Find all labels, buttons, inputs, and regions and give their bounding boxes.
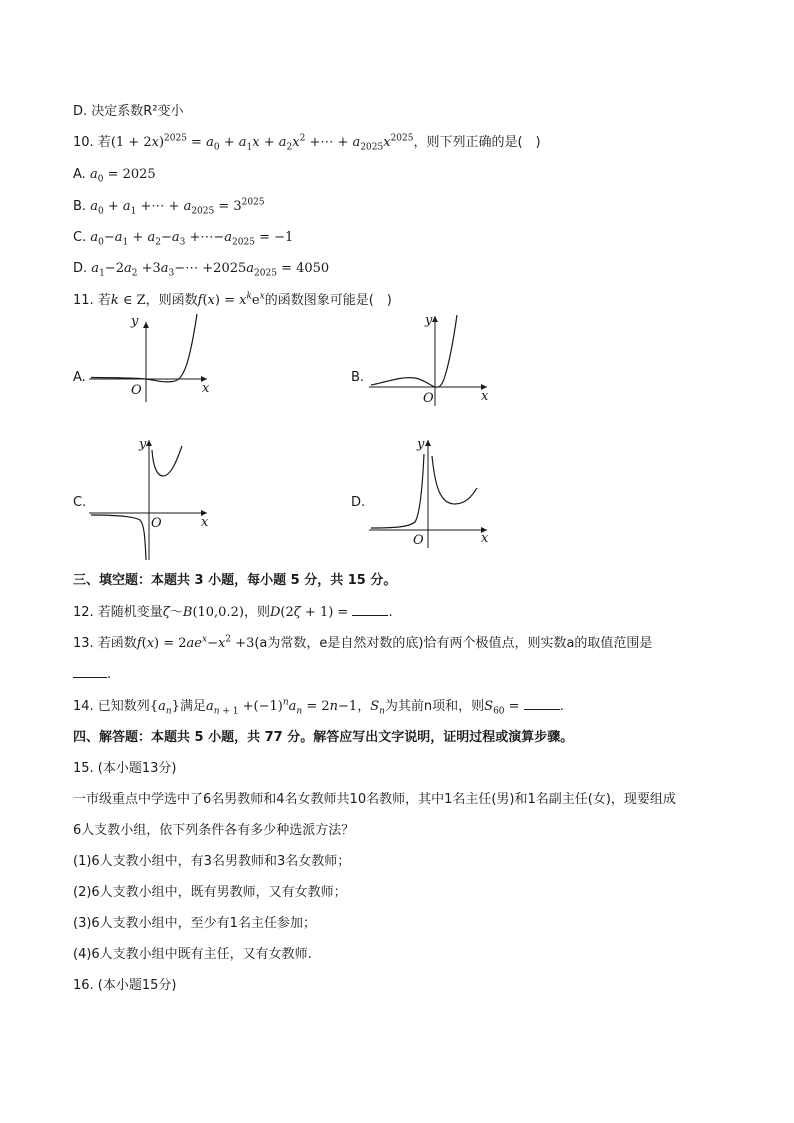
- q10-option-d: D. $a_1-2a_2$ $+3a_3-\cdots +2025a_{2025} = 4050$: [73, 261, 330, 279]
- origin-label: O: [131, 383, 142, 398]
- q13-stem: 13. 若函数$f(x) = 2ae^x-x^2 +3(a$为常数，e是自然对数的底)恰有两个极值点，则实数a的取值范围是: [73, 634, 653, 651]
- q11-label-c: C.: [73, 495, 87, 510]
- q10-stem: 10. 若$(1 + 2x)^{2025} = a_0 + a_1x + a_2x^2$ +⋯ + $a_{2025}x^{2025}$，则下列正确的是( ): [73, 133, 541, 153]
- x-label: x: [202, 381, 210, 396]
- answer-blank[interactable]: [73, 665, 107, 678]
- answer-blank[interactable]: [524, 697, 560, 710]
- section-3-heading: 三、填空题：本题共 3 小题，每小题 5 分，共 15 分。: [73, 573, 397, 588]
- origin-label: O: [413, 533, 424, 548]
- y-label: y: [417, 437, 425, 452]
- origin-label: O: [151, 516, 162, 531]
- q10-option-c: C. $a_0-a_1 + a_2-a_3$ $+\cdots-a_{2025} = -1$: [73, 230, 294, 248]
- q13-blank-line: .: [73, 665, 111, 684]
- q10-formula: $(1 + 2x)^{2025} = a_0 + a_1x + a_2x^2$ +⋯ + $a_{2025}x^{2025}$: [110, 133, 414, 153]
- q11-graph-a: [85, 312, 220, 404]
- curve: [91, 314, 197, 382]
- q16-header: 16. (本小题15分): [73, 978, 177, 993]
- q10-option-b: B. $a_0 + a_1$ +⋯ + $a_{2025} = 3^{2025}$: [73, 197, 265, 217]
- q15-part4: (4)6人支教小组中既有主任，又有女教师.: [73, 947, 312, 962]
- curve: [371, 315, 457, 387]
- q11-label-b: B.: [351, 370, 365, 385]
- q14-stem: 14. 已知数列$\{a_n\}$满足$a_{n + 1} +(-1)^na_n = 2n-1$，$S_n$为其前n项和，则$S_{60}$ = .: [73, 697, 564, 717]
- q15-part2: (2)6人支教小组中，既有男教师，又有女教师；: [73, 885, 347, 900]
- q15-part1: (1)6人支教小组中，有3名男教师和3名女教师；: [73, 854, 351, 869]
- q11-graph-b: [365, 312, 500, 408]
- q11-graph-c: [85, 436, 220, 566]
- q12-stem: 12. 若随机变量ζ～B(10,0.2)，则D(2ζ + 1) = .: [73, 605, 393, 620]
- q10-option-a: A. $a_0 = 2025$: [73, 167, 156, 185]
- origin-label: O: [423, 391, 434, 406]
- curve-right: [152, 446, 182, 476]
- y-label: y: [425, 313, 433, 328]
- y-label: y: [139, 437, 147, 452]
- curve-right: [432, 456, 477, 504]
- q9-option-d: D. 决定系数R²变小: [73, 104, 184, 119]
- q15-part3: (3)6人支教小组中，至少有1名主任参加；: [73, 916, 316, 931]
- x-label: x: [481, 531, 489, 546]
- curve-left: [371, 454, 424, 528]
- q11-label-a: A.: [73, 370, 86, 385]
- q15-body-line2: 6人支教小组，依下列条件各有多少种选派方法？: [73, 823, 355, 838]
- q15-header: 15. (本小题13分): [73, 761, 177, 776]
- y-label: y: [131, 314, 139, 329]
- curve-left: [91, 515, 146, 560]
- q11-label-d: D.: [351, 495, 366, 510]
- q11-stem: 11. 若k ∈ Z，则函数$f(x) = x^ke^x$的函数图象可能是( ): [73, 291, 392, 308]
- section-4-heading: 四、解答题：本题共 5 小题，共 77 分。解答应写出文字说明，证明过程或演算步骤。: [73, 730, 574, 745]
- x-label: x: [201, 515, 209, 530]
- answer-blank[interactable]: [352, 603, 388, 616]
- q11-graph-d: [365, 436, 500, 551]
- q15-body-line1: 一市级重点中学选中了6名男教师和4名女教师共10名教师，其中1名主任(男)和1名副主任(女)，现要组成: [73, 792, 676, 807]
- x-label: x: [481, 389, 489, 404]
